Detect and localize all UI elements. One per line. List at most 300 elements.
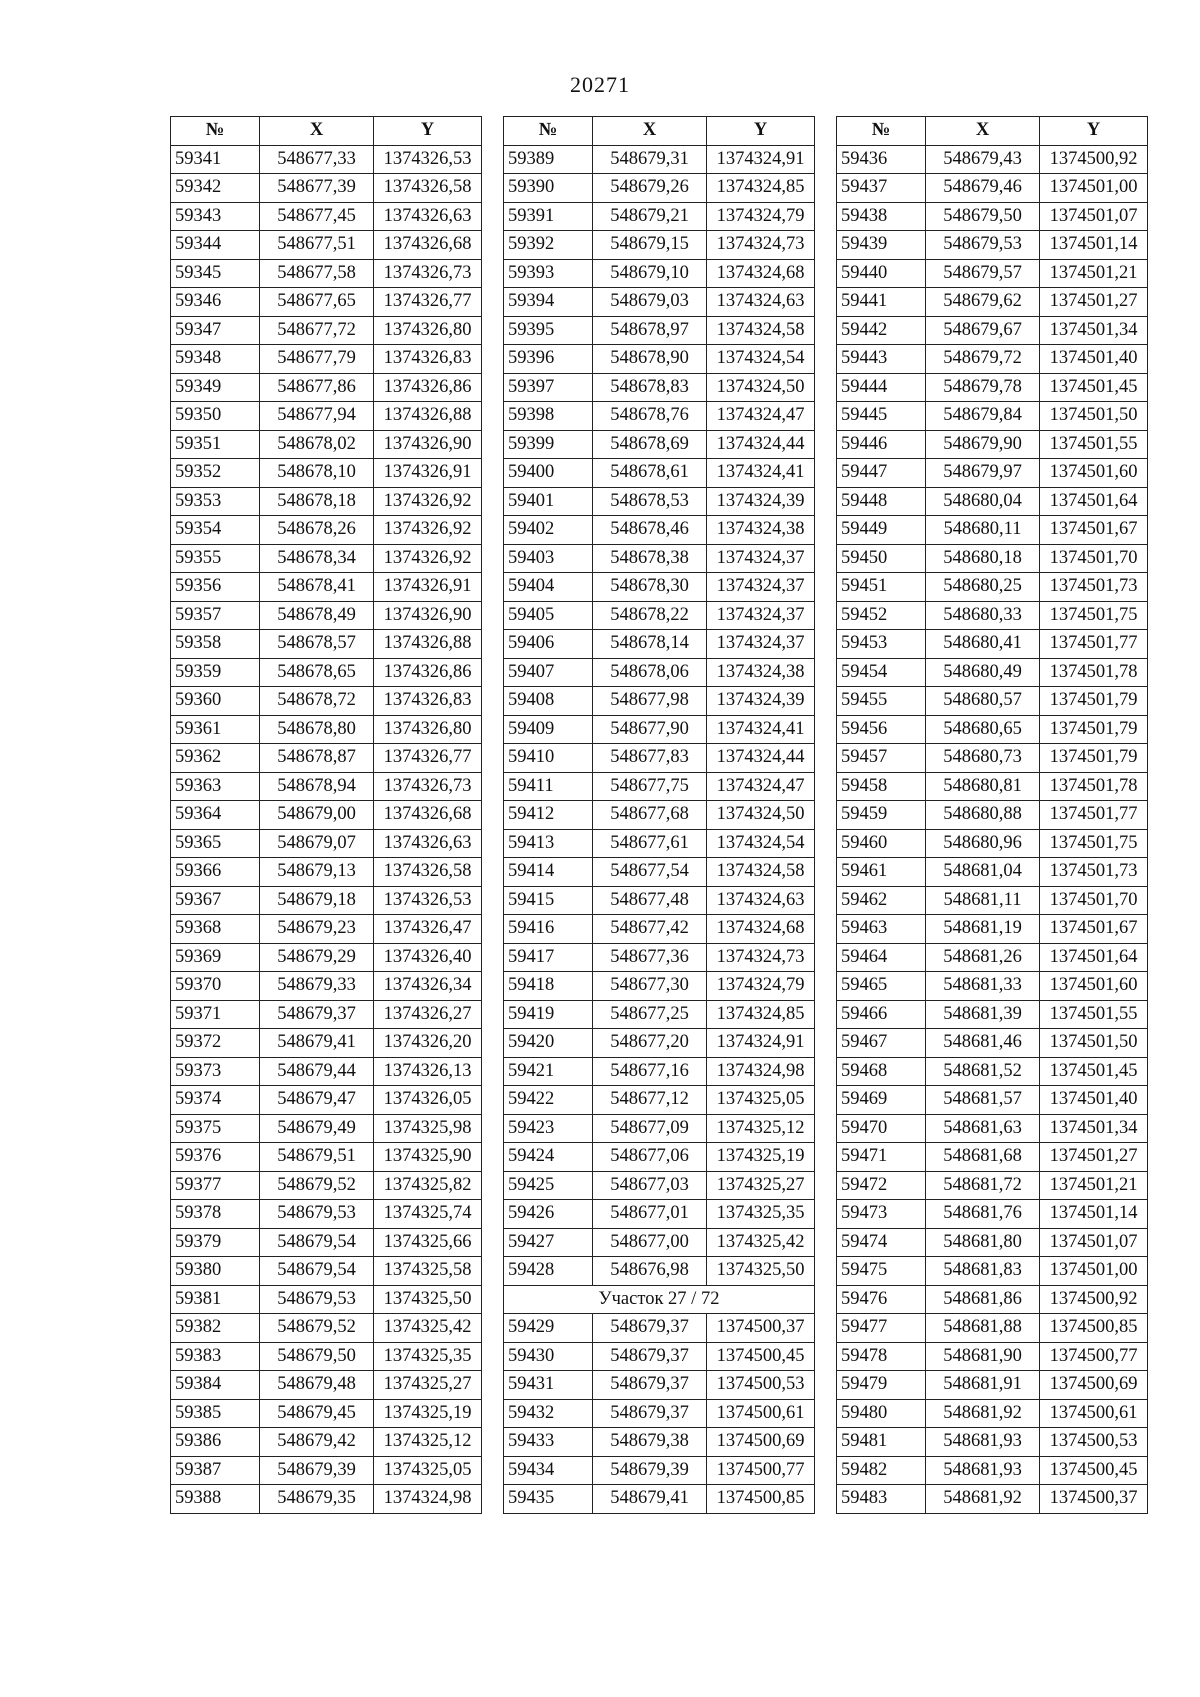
table-row <box>504 858 815 887</box>
x-coordinate: 548677,58 <box>260 259 374 288</box>
y-coordinate: 1374501,77 <box>1040 801 1148 830</box>
point-number: 59353 <box>171 487 260 516</box>
y-coordinate: 1374326,90 <box>374 601 482 630</box>
point-number: 59467 <box>837 1029 926 1058</box>
table-row <box>504 430 815 459</box>
y-coordinate: 1374501,45 <box>1040 373 1148 402</box>
y-coordinate: 1374501,55 <box>1040 1000 1148 1029</box>
y-coordinate: 1374501,27 <box>1040 288 1148 317</box>
y-coordinate: 1374326,73 <box>374 772 482 801</box>
point-number: 59358 <box>171 630 260 659</box>
x-coordinate: 548678,69 <box>593 430 707 459</box>
table-row <box>837 915 1148 944</box>
y-coordinate: 1374500,85 <box>1040 1314 1148 1343</box>
y-coordinate: 1374324,79 <box>707 972 815 1001</box>
y-coordinate: 1374324,38 <box>707 658 815 687</box>
y-coordinate: 1374326,68 <box>374 801 482 830</box>
x-coordinate: 548681,39 <box>926 1000 1040 1029</box>
x-coordinate: 548677,03 <box>593 1171 707 1200</box>
table-row <box>504 487 815 516</box>
x-coordinate: 548677,36 <box>593 943 707 972</box>
table-row <box>504 744 815 773</box>
point-number: 59434 <box>504 1456 593 1485</box>
y-coordinate: 1374501,79 <box>1040 715 1148 744</box>
point-number: 59392 <box>504 231 593 260</box>
y-coordinate: 1374324,37 <box>707 544 815 573</box>
x-coordinate: 548677,75 <box>593 772 707 801</box>
point-number: 59437 <box>837 174 926 203</box>
y-coordinate: 1374500,61 <box>707 1399 815 1428</box>
point-number: 59383 <box>171 1342 260 1371</box>
y-coordinate: 1374324,73 <box>707 943 815 972</box>
table-row <box>504 1000 815 1029</box>
point-number: 59464 <box>837 943 926 972</box>
point-number: 59344 <box>171 231 260 260</box>
point-number: 59448 <box>837 487 926 516</box>
x-coordinate: 548678,10 <box>260 459 374 488</box>
x-coordinate: 548681,04 <box>926 858 1040 887</box>
point-number: 59343 <box>171 202 260 231</box>
y-coordinate: 1374326,83 <box>374 345 482 374</box>
table-row <box>837 886 1148 915</box>
point-number: 59369 <box>171 943 260 972</box>
point-number: 59474 <box>837 1228 926 1257</box>
y-coordinate: 1374324,58 <box>707 858 815 887</box>
point-number: 59410 <box>504 744 593 773</box>
table-row <box>171 544 482 573</box>
point-number: 59401 <box>504 487 593 516</box>
x-coordinate: 548681,72 <box>926 1171 1040 1200</box>
point-number: 59470 <box>837 1114 926 1143</box>
x-coordinate: 548681,86 <box>926 1285 1040 1314</box>
table-row <box>504 1200 815 1229</box>
y-coordinate: 1374326,92 <box>374 544 482 573</box>
x-coordinate: 548679,97 <box>926 459 1040 488</box>
x-coordinate: 548681,57 <box>926 1086 1040 1115</box>
table-row <box>837 1143 1148 1172</box>
y-coordinate: 1374326,13 <box>374 1057 482 1086</box>
table-row <box>171 1428 482 1457</box>
x-coordinate: 548678,22 <box>593 601 707 630</box>
table-header-row <box>504 117 815 146</box>
point-number: 59342 <box>171 174 260 203</box>
x-coordinate: 548678,87 <box>260 744 374 773</box>
x-coordinate: 548679,54 <box>260 1257 374 1286</box>
table-row <box>171 1228 482 1257</box>
y-coordinate: 1374326,27 <box>374 1000 482 1029</box>
point-number: 59357 <box>171 601 260 630</box>
table-row <box>837 1314 1148 1343</box>
x-coordinate: 548681,46 <box>926 1029 1040 1058</box>
point-number: 59355 <box>171 544 260 573</box>
table-row <box>504 1228 815 1257</box>
point-number: 59454 <box>837 658 926 687</box>
point-number: 59407 <box>504 658 593 687</box>
table-row <box>171 601 482 630</box>
point-number: 59468 <box>837 1057 926 1086</box>
table-row <box>837 1428 1148 1457</box>
point-number: 59373 <box>171 1057 260 1086</box>
x-coordinate: 548679,37 <box>593 1314 707 1343</box>
table-row <box>504 1171 815 1200</box>
x-coordinate: 548680,81 <box>926 772 1040 801</box>
y-coordinate: 1374500,37 <box>1040 1485 1148 1514</box>
y-coordinate: 1374326,91 <box>374 459 482 488</box>
table-row <box>504 886 815 915</box>
page-number: 20271 <box>570 72 630 97</box>
table-row <box>837 858 1148 887</box>
x-coordinate: 548679,50 <box>260 1342 374 1371</box>
x-coordinate: 548680,04 <box>926 487 1040 516</box>
y-coordinate: 1374324,41 <box>707 459 815 488</box>
point-number: 59478 <box>837 1342 926 1371</box>
y-coordinate: 1374501,00 <box>1040 1257 1148 1286</box>
point-number: 59453 <box>837 630 926 659</box>
point-number: 59475 <box>837 1257 926 1286</box>
x-coordinate: 548678,83 <box>593 373 707 402</box>
y-coordinate: 1374501,14 <box>1040 1200 1148 1229</box>
point-number: 59452 <box>837 601 926 630</box>
table-row <box>504 345 815 374</box>
y-coordinate: 1374501,27 <box>1040 1143 1148 1172</box>
table-row <box>504 801 815 830</box>
table-row <box>171 402 482 431</box>
y-coordinate: 1374501,45 <box>1040 1057 1148 1086</box>
x-coordinate: 548677,06 <box>593 1143 707 1172</box>
table-row <box>504 715 815 744</box>
y-coordinate: 1374501,07 <box>1040 1228 1148 1257</box>
table-row <box>504 687 815 716</box>
point-number: 59463 <box>837 915 926 944</box>
point-number: 59456 <box>837 715 926 744</box>
table-row <box>837 487 1148 516</box>
x-coordinate: 548677,51 <box>260 231 374 260</box>
y-coordinate: 1374326,20 <box>374 1029 482 1058</box>
x-coordinate: 548680,41 <box>926 630 1040 659</box>
table-row <box>837 459 1148 488</box>
point-number: 59405 <box>504 601 593 630</box>
y-coordinate: 1374326,80 <box>374 715 482 744</box>
table-row <box>171 316 482 345</box>
x-coordinate: 548678,14 <box>593 630 707 659</box>
x-coordinate: 548677,86 <box>260 373 374 402</box>
table-row <box>837 573 1148 602</box>
table-row <box>837 1285 1148 1314</box>
x-coordinate: 548678,26 <box>260 516 374 545</box>
table-row <box>171 1399 482 1428</box>
x-coordinate: 548681,19 <box>926 915 1040 944</box>
table-row <box>504 1314 815 1343</box>
table-row <box>837 687 1148 716</box>
x-coordinate: 548680,49 <box>926 658 1040 687</box>
point-number: 59469 <box>837 1086 926 1115</box>
x-coordinate: 548679,39 <box>593 1456 707 1485</box>
point-number: 59418 <box>504 972 593 1001</box>
y-coordinate: 1374501,70 <box>1040 886 1148 915</box>
y-coordinate: 1374501,50 <box>1040 1029 1148 1058</box>
y-coordinate: 1374500,77 <box>1040 1342 1148 1371</box>
table-row <box>504 231 815 260</box>
x-coordinate: 548678,38 <box>593 544 707 573</box>
x-coordinate: 548678,65 <box>260 658 374 687</box>
x-coordinate: 548681,68 <box>926 1143 1040 1172</box>
table-row <box>837 1200 1148 1229</box>
y-coordinate: 1374324,50 <box>707 373 815 402</box>
x-coordinate: 548681,26 <box>926 943 1040 972</box>
y-coordinate: 1374326,53 <box>374 886 482 915</box>
table-header-row <box>837 117 1148 146</box>
table-row <box>837 715 1148 744</box>
point-number: 59476 <box>837 1285 926 1314</box>
y-coordinate: 1374501,73 <box>1040 573 1148 602</box>
y-coordinate: 1374326,88 <box>374 402 482 431</box>
x-coordinate: 548677,30 <box>593 972 707 1001</box>
point-number: 59459 <box>837 801 926 830</box>
y-coordinate: 1374324,85 <box>707 1000 815 1029</box>
section-label: Участок 27 / 72 <box>504 1285 815 1314</box>
point-number: 59386 <box>171 1428 260 1457</box>
table-row <box>504 1057 815 1086</box>
table-row <box>837 972 1148 1001</box>
y-coordinate: 1374326,91 <box>374 573 482 602</box>
y-coordinate: 1374501,40 <box>1040 345 1148 374</box>
table-row <box>504 516 815 545</box>
point-number: 59481 <box>837 1428 926 1457</box>
y-coordinate: 1374325,27 <box>707 1171 815 1200</box>
point-number: 59347 <box>171 316 260 345</box>
y-coordinate: 1374324,39 <box>707 687 815 716</box>
x-coordinate: 548679,37 <box>593 1371 707 1400</box>
y-coordinate: 1374500,53 <box>1040 1428 1148 1457</box>
point-number: 59349 <box>171 373 260 402</box>
point-number: 59387 <box>171 1456 260 1485</box>
x-coordinate: 548681,83 <box>926 1257 1040 1286</box>
table-row <box>171 373 482 402</box>
point-number: 59424 <box>504 1143 593 1172</box>
y-coordinate: 1374326,58 <box>374 174 482 203</box>
table-row <box>171 1485 482 1514</box>
y-coordinate: 1374326,53 <box>374 145 482 174</box>
y-coordinate: 1374324,91 <box>707 145 815 174</box>
x-coordinate: 548678,06 <box>593 658 707 687</box>
y-coordinate: 1374501,77 <box>1040 630 1148 659</box>
point-number: 59438 <box>837 202 926 231</box>
point-number: 59354 <box>171 516 260 545</box>
point-number: 59398 <box>504 402 593 431</box>
table-row <box>171 430 482 459</box>
point-number: 59460 <box>837 829 926 858</box>
y-coordinate: 1374324,85 <box>707 174 815 203</box>
point-number: 59466 <box>837 1000 926 1029</box>
table-row <box>171 1029 482 1058</box>
y-coordinate: 1374324,37 <box>707 573 815 602</box>
point-number: 59366 <box>171 858 260 887</box>
point-number: 59442 <box>837 316 926 345</box>
x-coordinate: 548679,39 <box>260 1456 374 1485</box>
point-number: 59381 <box>171 1285 260 1314</box>
table-row <box>837 829 1148 858</box>
x-coordinate: 548679,42 <box>260 1428 374 1457</box>
point-number: 59417 <box>504 943 593 972</box>
x-coordinate: 548679,37 <box>593 1399 707 1428</box>
x-coordinate: 548679,37 <box>593 1342 707 1371</box>
x-coordinate: 548679,53 <box>260 1200 374 1229</box>
y-coordinate: 1374325,98 <box>374 1114 482 1143</box>
table-row <box>171 174 482 203</box>
table-row <box>504 658 815 687</box>
point-number: 59440 <box>837 259 926 288</box>
y-coordinate: 1374325,74 <box>374 1200 482 1229</box>
y-coordinate: 1374324,54 <box>707 829 815 858</box>
x-coordinate: 548679,43 <box>926 145 1040 174</box>
y-coordinate: 1374326,40 <box>374 943 482 972</box>
x-coordinate: 548679,53 <box>260 1285 374 1314</box>
x-coordinate: 548680,96 <box>926 829 1040 858</box>
table-row <box>504 402 815 431</box>
x-coordinate: 548681,88 <box>926 1314 1040 1343</box>
x-coordinate: 548678,80 <box>260 715 374 744</box>
x-coordinate: 548680,65 <box>926 715 1040 744</box>
point-number: 59376 <box>171 1143 260 1172</box>
x-coordinate: 548679,38 <box>593 1428 707 1457</box>
point-number: 59375 <box>171 1114 260 1143</box>
y-coordinate: 1374500,69 <box>1040 1371 1148 1400</box>
point-number: 59414 <box>504 858 593 887</box>
x-coordinate: 548677,72 <box>260 316 374 345</box>
y-coordinate: 1374324,47 <box>707 402 815 431</box>
point-number: 59372 <box>171 1029 260 1058</box>
point-number: 59428 <box>504 1257 593 1286</box>
table-row <box>171 1114 482 1143</box>
point-number: 59473 <box>837 1200 926 1229</box>
point-number: 59447 <box>837 459 926 488</box>
x-coordinate: 548681,93 <box>926 1456 1040 1485</box>
y-coordinate: 1374326,77 <box>374 744 482 773</box>
x-coordinate: 548677,09 <box>593 1114 707 1143</box>
x-coordinate: 548680,33 <box>926 601 1040 630</box>
y-coordinate: 1374324,38 <box>707 516 815 545</box>
point-number: 59426 <box>504 1200 593 1229</box>
table-row <box>837 801 1148 830</box>
point-number: 59403 <box>504 544 593 573</box>
y-coordinate: 1374326,73 <box>374 259 482 288</box>
table-row <box>171 1000 482 1029</box>
table-row <box>504 373 815 402</box>
x-coordinate: 548678,02 <box>260 430 374 459</box>
table-row <box>837 1086 1148 1115</box>
x-coordinate: 548679,78 <box>926 373 1040 402</box>
point-number: 59477 <box>837 1314 926 1343</box>
x-coordinate: 548680,18 <box>926 544 1040 573</box>
point-number: 59371 <box>171 1000 260 1029</box>
table-row <box>171 972 482 1001</box>
point-number: 59450 <box>837 544 926 573</box>
x-coordinate: 548679,46 <box>926 174 1040 203</box>
point-number: 59363 <box>171 772 260 801</box>
table-row <box>171 1371 482 1400</box>
y-coordinate: 1374326,88 <box>374 630 482 659</box>
x-coordinate: 548678,97 <box>593 316 707 345</box>
point-number: 59380 <box>171 1257 260 1286</box>
point-number: 59384 <box>171 1371 260 1400</box>
x-coordinate: 548677,79 <box>260 345 374 374</box>
y-coordinate: 1374501,07 <box>1040 202 1148 231</box>
x-coordinate: 548679,07 <box>260 829 374 858</box>
y-coordinate: 1374325,58 <box>374 1257 482 1286</box>
y-coordinate: 1374500,53 <box>707 1371 815 1400</box>
x-coordinate: 548678,53 <box>593 487 707 516</box>
x-coordinate: 548676,98 <box>593 1257 707 1286</box>
y-coordinate: 1374501,67 <box>1040 516 1148 545</box>
table-row <box>837 544 1148 573</box>
table-row <box>504 573 815 602</box>
x-coordinate: 548677,45 <box>260 202 374 231</box>
point-number: 59430 <box>504 1342 593 1371</box>
x-coordinate: 548679,44 <box>260 1057 374 1086</box>
x-coordinate: 548679,15 <box>593 231 707 260</box>
y-coordinate: 1374501,60 <box>1040 972 1148 1001</box>
table-row <box>171 687 482 716</box>
point-number: 59352 <box>171 459 260 488</box>
x-coordinate: 548680,57 <box>926 687 1040 716</box>
point-number: 59435 <box>504 1485 593 1514</box>
x-coordinate: 548681,63 <box>926 1114 1040 1143</box>
y-coordinate: 1374325,19 <box>374 1399 482 1428</box>
table-row <box>504 1485 815 1514</box>
y-coordinate: 1374326,86 <box>374 658 482 687</box>
x-coordinate: 548679,23 <box>260 915 374 944</box>
table-row <box>837 402 1148 431</box>
y-coordinate: 1374324,44 <box>707 744 815 773</box>
x-coordinate: 548678,34 <box>260 544 374 573</box>
point-number: 59365 <box>171 829 260 858</box>
y-coordinate: 1374324,47 <box>707 772 815 801</box>
point-number: 59433 <box>504 1428 593 1457</box>
y-coordinate: 1374501,78 <box>1040 658 1148 687</box>
table-row <box>504 1371 815 1400</box>
point-number: 59422 <box>504 1086 593 1115</box>
y-coordinate: 1374326,83 <box>374 687 482 716</box>
y-coordinate: 1374325,12 <box>374 1428 482 1457</box>
y-coordinate: 1374501,64 <box>1040 943 1148 972</box>
x-coordinate: 548681,92 <box>926 1485 1040 1514</box>
point-number: 59385 <box>171 1399 260 1428</box>
table-row <box>171 288 482 317</box>
x-coordinate: 548681,52 <box>926 1057 1040 1086</box>
y-coordinate: 1374501,75 <box>1040 829 1148 858</box>
y-coordinate: 1374501,79 <box>1040 744 1148 773</box>
point-number: 59449 <box>837 516 926 545</box>
y-coordinate: 1374325,05 <box>374 1456 482 1485</box>
point-number: 59361 <box>171 715 260 744</box>
point-number: 59431 <box>504 1371 593 1400</box>
table-row <box>171 715 482 744</box>
section-row <box>504 1285 815 1314</box>
x-coordinate: 548679,13 <box>260 858 374 887</box>
table-row <box>837 316 1148 345</box>
table-row <box>837 202 1148 231</box>
x-coordinate: 548677,01 <box>593 1200 707 1229</box>
table-row <box>171 915 482 944</box>
point-number: 59461 <box>837 858 926 887</box>
x-coordinate: 548677,68 <box>593 801 707 830</box>
x-coordinate: 548677,25 <box>593 1000 707 1029</box>
point-number: 59360 <box>171 687 260 716</box>
y-coordinate: 1374325,05 <box>707 1086 815 1115</box>
y-coordinate: 1374324,91 <box>707 1029 815 1058</box>
y-coordinate: 1374324,44 <box>707 430 815 459</box>
x-coordinate: 548679,37 <box>260 1000 374 1029</box>
